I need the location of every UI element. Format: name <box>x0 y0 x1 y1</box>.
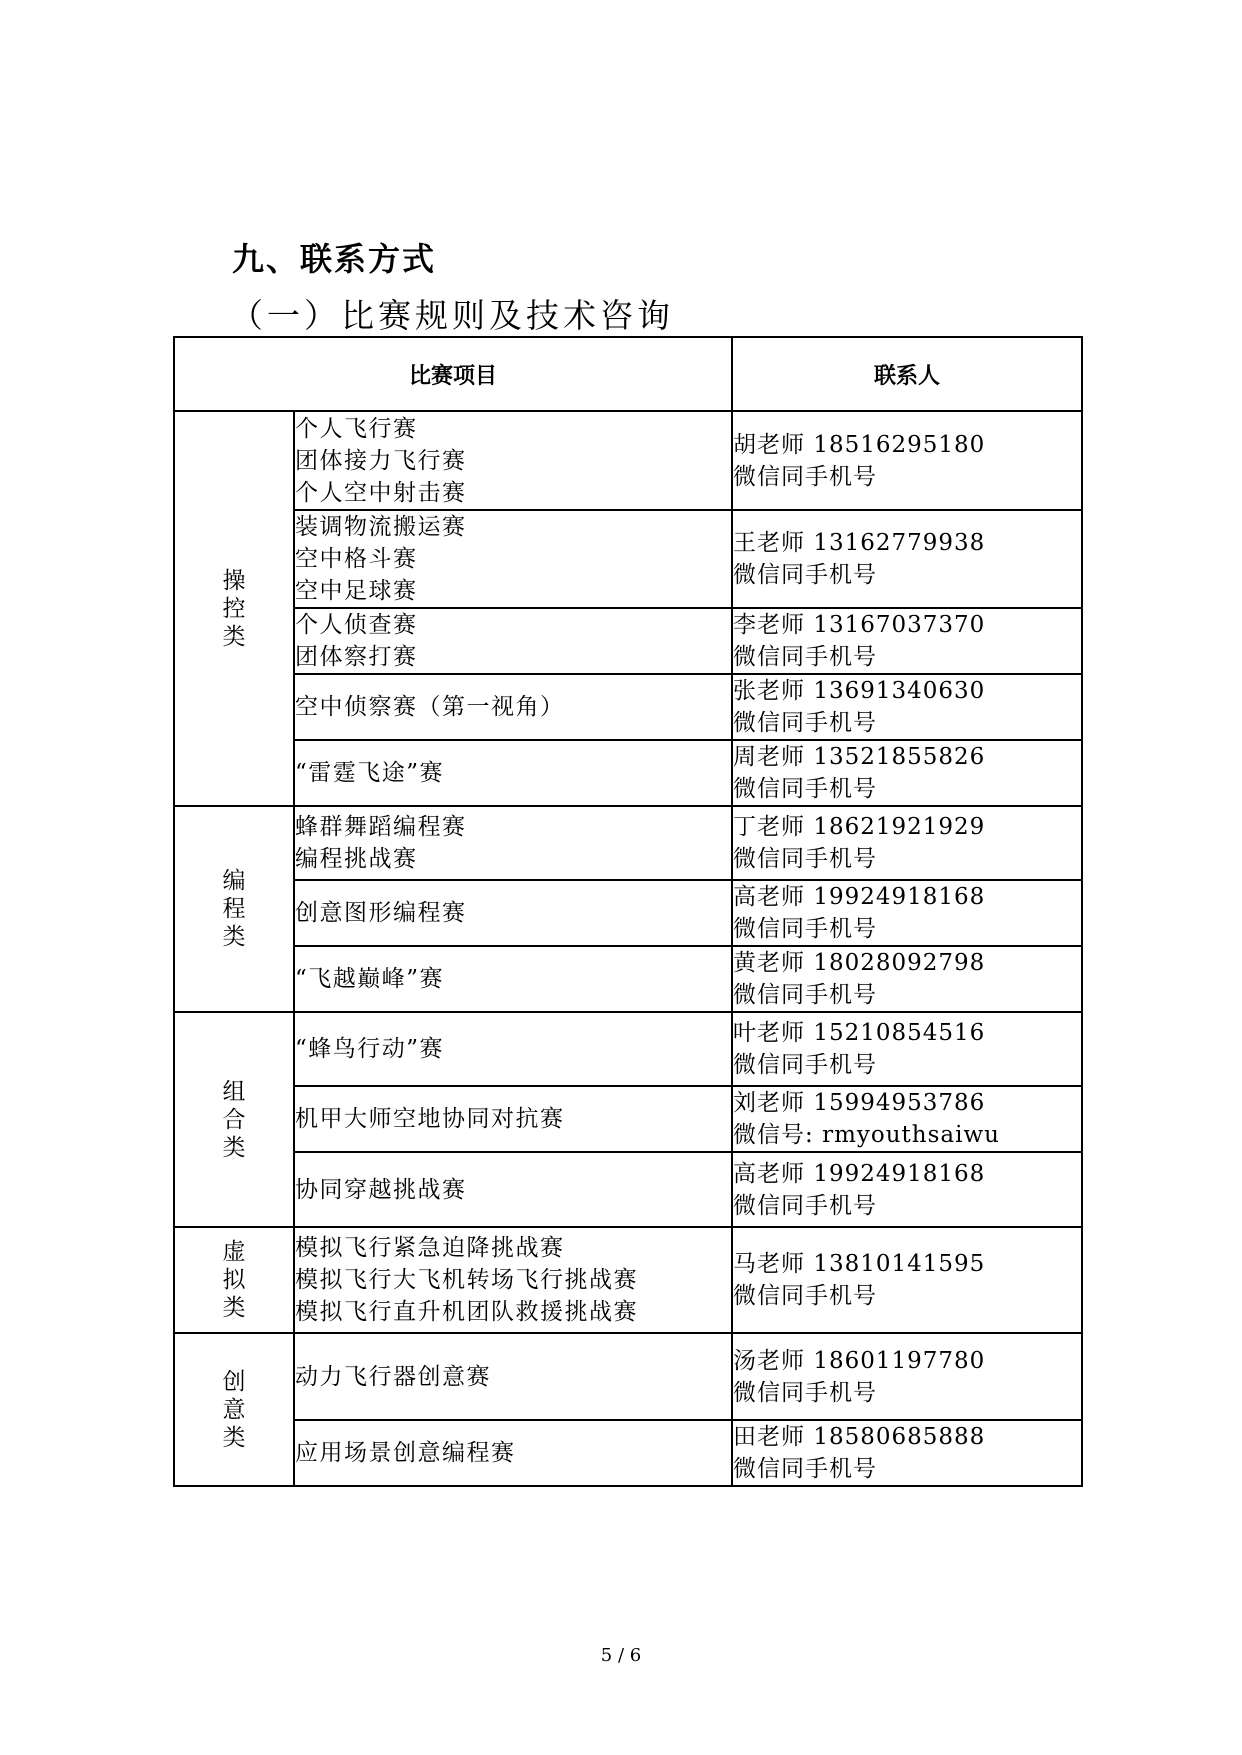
event-name: 团体察打赛 <box>295 644 418 670</box>
table-row <box>174 1086 1082 1152</box>
events-cell <box>294 510 732 608</box>
contact-wechat: 微信同手机号 <box>733 463 878 490</box>
category-cell <box>174 1012 294 1227</box>
contact-cell <box>732 740 1082 806</box>
category-char: 类 <box>222 1134 246 1161</box>
contact-teacher-phone: 高老师 19924918168 <box>733 884 986 910</box>
contact-teacher-phone: 汤老师 18601197780 <box>733 1347 986 1374</box>
contact-wechat: 微信同手机号 <box>733 710 878 736</box>
category-char: 组 <box>222 1078 246 1105</box>
events-cell <box>294 1012 732 1086</box>
events-cell <box>294 411 732 510</box>
contact-wechat: 微信同手机号 <box>733 1192 878 1219</box>
event-name: 协同穿越挑战赛 <box>295 1176 467 1203</box>
event-name: 个人侦查赛 <box>295 612 418 638</box>
contact-teacher-phone: 马老师 13810141595 <box>733 1251 986 1277</box>
table-row <box>174 608 1082 674</box>
events-cell <box>294 1086 732 1152</box>
events-cell <box>294 806 732 880</box>
contact-wechat: 微信同手机号 <box>733 846 878 872</box>
contact-teacher-phone: 李老师 13167037370 <box>733 612 986 638</box>
events-cell <box>294 1333 732 1420</box>
event-name: “蜂鸟行动”赛 <box>295 1036 445 1062</box>
event-name: 动力飞行器创意赛 <box>295 1363 491 1390</box>
contact-teacher-phone: 丁老师 18621921929 <box>733 814 986 840</box>
contact-teacher-phone: 叶老师 15210854516 <box>733 1020 986 1046</box>
contact-cell <box>732 510 1082 608</box>
header-events: 比赛项目 <box>174 337 732 411</box>
category-char: 虚 <box>222 1239 246 1265</box>
table-row <box>174 1420 1082 1486</box>
events-cell <box>294 880 732 946</box>
contact-teacher-phone: 刘老师 15994953786 <box>733 1090 986 1116</box>
category-cell <box>174 1333 294 1486</box>
table-row <box>174 946 1082 1012</box>
category-char: 创 <box>222 1368 246 1395</box>
event-name: 空中格斗赛 <box>295 546 418 572</box>
table-row <box>174 674 1082 740</box>
contact-cell <box>732 674 1082 740</box>
contact-cell <box>732 1152 1082 1227</box>
contact-wechat: 微信同手机号 <box>733 982 878 1008</box>
event-name: 编程挑战赛 <box>295 846 418 872</box>
contact-wechat: 微信同手机号 <box>733 644 878 670</box>
header-contact: 联系人 <box>732 337 1082 411</box>
table-row <box>174 1333 1082 1420</box>
event-name: “飞越巅峰”赛 <box>295 966 445 992</box>
event-name: “雷霆飞途”赛 <box>295 760 445 786</box>
events-cell <box>294 1152 732 1227</box>
table-row <box>174 880 1082 946</box>
contact-teacher-phone: 王老师 13162779938 <box>733 530 986 556</box>
contact-cell <box>732 1333 1082 1420</box>
contact-wechat: 微信同手机号 <box>733 1456 878 1482</box>
contact-cell <box>732 1012 1082 1086</box>
table-row <box>174 806 1082 880</box>
page-number: 5 / 6 <box>600 1645 642 1666</box>
event-name: 空中侦察赛（第一视角） <box>295 694 565 720</box>
contact-teacher-phone: 田老师 18580685888 <box>733 1424 986 1450</box>
table-body <box>174 411 1082 1486</box>
contact-cell <box>732 411 1082 510</box>
contact-wechat: 微信同手机号 <box>733 776 878 802</box>
event-name: 应用场景创意编程赛 <box>295 1440 516 1466</box>
table-row <box>174 411 1082 510</box>
events-cell <box>294 608 732 674</box>
contact-cell <box>732 1420 1082 1486</box>
contact-wechat: 微信同手机号 <box>733 1283 878 1309</box>
section-heading: 九、联系方式 <box>232 240 437 278</box>
events-cell <box>294 1227 732 1333</box>
table-row <box>174 1152 1082 1227</box>
category-char: 拟 <box>222 1267 246 1293</box>
event-name: 创意图形编程赛 <box>295 900 467 926</box>
event-name: 机甲大师空地协同对抗赛 <box>295 1106 565 1132</box>
contact-wechat: 微信同手机号 <box>733 562 878 588</box>
category-cell <box>174 411 294 806</box>
event-name: 模拟飞行大飞机转场飞行挑战赛 <box>295 1267 638 1293</box>
event-name: 装调物流搬运赛 <box>295 514 467 540</box>
contact-cell <box>732 608 1082 674</box>
events-cell <box>294 740 732 806</box>
contact-wechat: 微信同手机号 <box>733 916 878 942</box>
table-row <box>174 1012 1082 1086</box>
category-char: 编 <box>222 868 246 894</box>
contact-wechat: 微信同手机号 <box>733 1379 878 1406</box>
event-name: 蜂群舞蹈编程赛 <box>295 814 467 840</box>
subsection-heading: （一）比赛规则及技术咨询 <box>230 296 674 335</box>
contact-teacher-phone: 高老师 19924918168 <box>733 1160 986 1187</box>
contact-cell <box>732 1086 1082 1152</box>
contact-wechat: 微信同手机号 <box>733 1052 878 1078</box>
events-cell <box>294 946 732 1012</box>
contact-cell <box>732 946 1082 1012</box>
event-name: 空中足球赛 <box>295 578 418 604</box>
table-row <box>174 1227 1082 1333</box>
contact-table <box>173 336 1083 1487</box>
category-char: 合 <box>222 1106 246 1133</box>
event-name: 模拟飞行直升机团队救援挑战赛 <box>295 1299 638 1325</box>
events-cell <box>294 674 732 740</box>
category-char: 意 <box>222 1396 246 1423</box>
contact-teacher-phone: 张老师 13691340630 <box>733 678 986 704</box>
category-char: 类 <box>222 1424 246 1451</box>
table-header-row <box>174 337 1082 411</box>
contact-teacher-phone: 胡老师 18516295180 <box>733 431 986 458</box>
contact-wechat: 微信号: rmyouthsaiwu <box>733 1122 1000 1148</box>
contact-cell <box>732 1227 1082 1333</box>
event-name: 模拟飞行紧急迫降挑战赛 <box>295 1235 565 1261</box>
category-char: 控 <box>222 595 246 622</box>
category-char: 程 <box>222 896 246 922</box>
category-char: 类 <box>222 623 246 650</box>
contact-cell <box>732 880 1082 946</box>
event-name: 团体接力飞行赛 <box>295 447 467 474</box>
category-char: 操 <box>222 567 246 594</box>
category-cell <box>174 806 294 1012</box>
contact-cell <box>732 806 1082 880</box>
category-char: 类 <box>222 1295 246 1321</box>
event-name: 个人飞行赛 <box>295 415 418 442</box>
events-cell <box>294 1420 732 1486</box>
contact-teacher-phone: 周老师 13521855826 <box>733 744 986 770</box>
table-row <box>174 510 1082 608</box>
category-char: 类 <box>222 924 246 950</box>
event-name: 个人空中射击赛 <box>295 479 467 506</box>
category-cell <box>174 1227 294 1333</box>
contact-teacher-phone: 黄老师 18028092798 <box>733 950 986 976</box>
table-row <box>174 740 1082 806</box>
